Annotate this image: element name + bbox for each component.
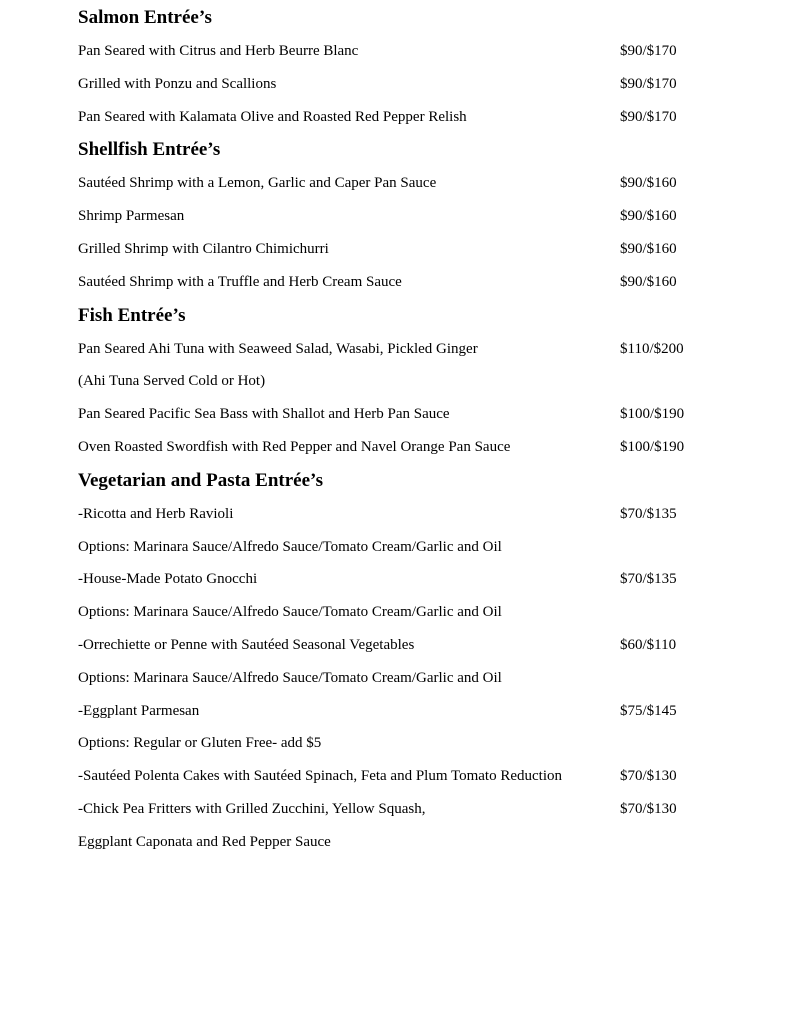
menu-item-name: Pan Seared with Kalamata Olive and Roasted Red Pepper Relish [78,108,467,125]
menu-item-name: Sautéed Shrimp with a Lemon, Garlic and Caper Pan Sauce [78,175,437,192]
menu-row-note [78,371,778,391]
menu-item-name: Oven Roasted Swordfish with Red Pepper and Navel Orange Pan Sauce [78,438,511,455]
menu-item-name: -Orrechiette or Penne with Sautéed Seasonal Vegetables [78,636,415,653]
menu-row [78,41,778,61]
menu-row [78,339,778,359]
section-heading: Vegetarian and Pasta Entrée’s [78,469,324,491]
menu-row [78,74,778,94]
menu-item-price: $100/$190 [620,438,685,455]
menu-item-price: $75/$145 [620,702,677,719]
menu-item-note: (Ahi Tuna Served Cold or Hot) [78,373,266,390]
menu-row [78,206,778,226]
menu-item-name: Shrimp Parmesan [78,208,185,225]
menu-item-name: Grilled with Ponzu and Scallions [78,75,277,92]
menu-row [78,173,778,193]
menu-row [78,239,778,259]
menu-row [78,701,778,721]
menu-row-options [78,733,778,753]
section-vegetarian-pasta [78,470,778,852]
menu-row [78,504,778,524]
menu-item-price: $90/$160 [620,240,677,257]
menu-item-name: Pan Seared Ahi Tuna with Seaweed Salad, Wasabi, Pickled Ginger [78,340,478,357]
menu-item-price: $90/$170 [620,43,677,59]
menu-row [78,635,778,655]
menu-item-options: Options: Marinara Sauce/Alfredo Sauce/Tomato Cream/Garlic and Oil [78,604,502,621]
menu-item-price: $70/$135 [620,571,677,588]
section-fish [78,305,778,457]
menu-row [78,404,778,424]
menu-item-price: $90/$170 [620,108,677,125]
menu-item-price: $100/$190 [620,406,685,423]
menu-item-name: Pan Seared with Citrus and Herb Beurre Blanc [78,43,359,59]
menu-item-name: -Chick Pea Fritters with Grilled Zucchini, Yellow Squash, [78,800,426,817]
menu-item-name: Pan Seared Pacific Sea Bass with Shallot and Herb Pan Sauce [78,406,450,423]
menu-row-options [78,668,778,688]
menu-item-options: Options: Marinara Sauce/Alfredo Sauce/Tomato Cream/Garlic and Oil [78,669,502,686]
section-heading: Fish Entrée’s [78,304,186,326]
menu-item-name: -Sautéed Polenta Cakes with Sautéed Spinach, Feta and Plum Tomato Reduction [78,768,563,785]
section-shellfish [78,139,778,291]
menu-item-name: -Ricotta and Herb Ravioli [78,505,234,522]
menu-item-price: $90/$160 [620,208,677,225]
menu-item-name: Sautéed Shrimp with a Truffle and Herb Cream Sauce [78,273,402,290]
menu-row [78,799,778,819]
menu-row [78,437,778,457]
menu-item-price: $90/$160 [620,175,677,192]
menu-item-price: $90/$160 [620,273,677,290]
menu-item-options: Options: Marinara Sauce/Alfredo Sauce/Tomato Cream/Garlic and Oil [78,538,502,555]
menu-row [78,107,778,127]
menu-item-price: $70/$130 [620,800,677,817]
menu-row [78,569,778,589]
menu-item-name: -Eggplant Parmesan [78,702,200,719]
menu-item-price: $60/$110 [620,636,677,653]
menu-item-options: Options: Regular or Gluten Free- add $5 [78,735,322,752]
menu-item-price: $70/$130 [620,768,677,785]
menu-item-price: $90/$170 [620,75,677,92]
menu-row-continuation [78,832,778,852]
menu-item-name: -House-Made Potato Gnocchi [78,571,258,588]
menu-row-options [78,602,778,622]
section-heading: Shellfish Entrée’s [78,139,221,161]
menu-item-price: $70/$135 [620,505,677,522]
menu-item-price: $110/$200 [620,340,684,357]
section-heading: Salmon Entrée’s [78,7,212,28]
menu-item-continuation: Eggplant Caponata and Red Pepper Sauce [78,833,331,850]
menu-row [78,766,778,786]
section-salmon [78,7,778,127]
menu-page [78,7,778,865]
menu-row [78,272,778,292]
menu-item-name: Grilled Shrimp with Cilantro Chimichurri [78,240,329,257]
menu-row-options [78,537,778,557]
